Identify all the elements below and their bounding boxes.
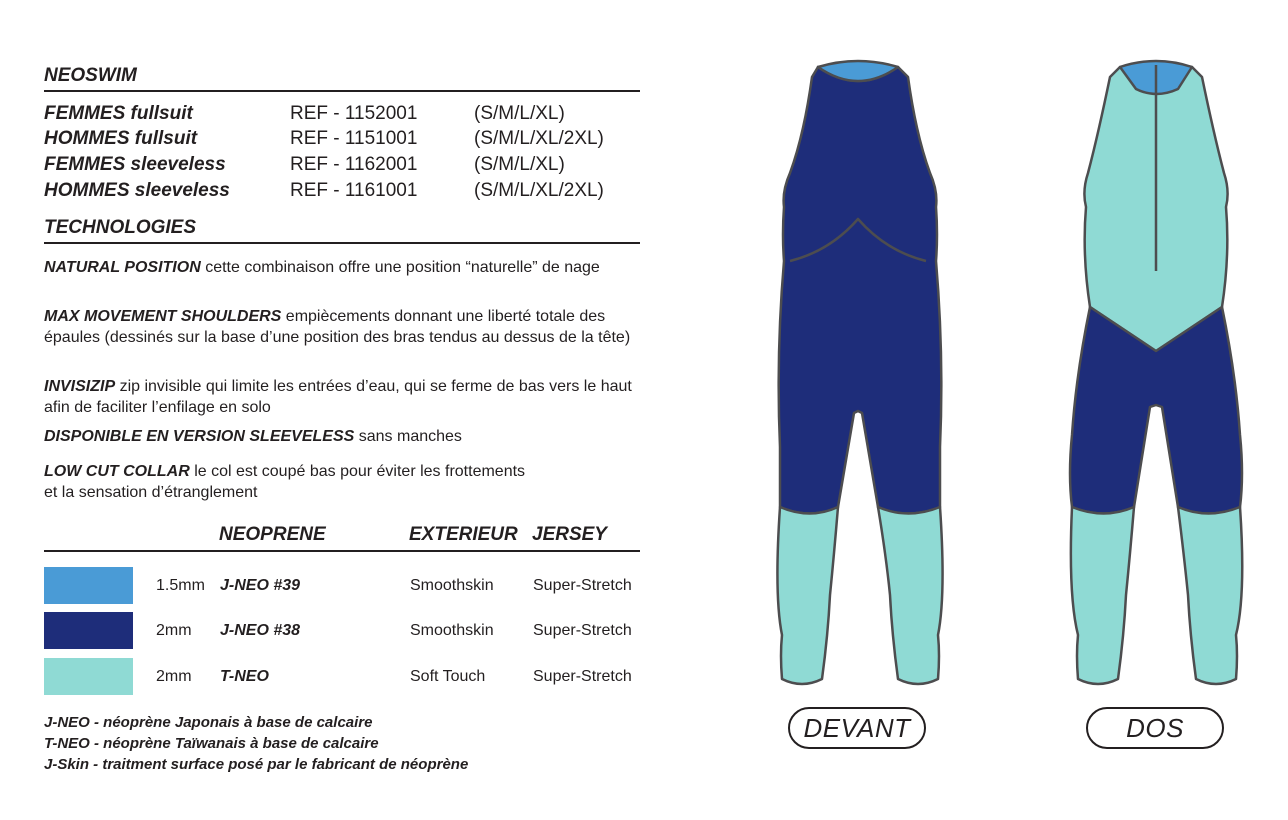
- material-name: J-NEO #38: [220, 622, 301, 639]
- product-name: HOMMES sleeveless: [44, 180, 230, 201]
- material-jersey: Super-Stretch: [533, 577, 632, 594]
- product-name: FEMMES fullsuit: [44, 103, 193, 124]
- title-divider: [44, 90, 640, 92]
- back-aqua-leg-right: [1178, 507, 1242, 684]
- front-navy-panel: [779, 67, 942, 514]
- technology-description: sans manches: [354, 428, 462, 445]
- technology-description: zip invisible qui limite les entrées d’eau, qui se ferme de bas vers le haut afin de faciliter l’enfilage en solo: [44, 378, 632, 416]
- product-line-title: NEOSWIM: [44, 65, 137, 86]
- technology-name: DISPONIBLE EN VERSION SLEEVELESS: [44, 428, 355, 445]
- material-thickness: 2mm: [156, 668, 192, 685]
- technology-description: le col est coupé bas pour éviter les frottements: [189, 463, 526, 480]
- view-label-front: DEVANT: [788, 707, 926, 749]
- product-sizes: (S/M/L/XL): [474, 154, 565, 175]
- materials-divider: [44, 550, 640, 552]
- technology-item: [44, 307, 644, 348]
- material-name: T-NEO: [220, 668, 269, 685]
- product-name: HOMMES fullsuit: [44, 128, 198, 149]
- product-ref: REF - 1151001: [290, 128, 418, 149]
- header-neoprene: NEOPRENE: [219, 524, 326, 545]
- technology-name: INVISIZIP: [44, 378, 116, 395]
- product-ref: REF - 1161001: [290, 180, 418, 201]
- product-name: FEMMES sleeveless: [44, 154, 226, 175]
- technology-description: empiècements donnant une liberté totale des épaules (dessinés sur la base d’une position des bras tendus au dessus de la tête): [44, 308, 631, 346]
- product-ref: REF - 1162001: [290, 154, 418, 175]
- material-exterior: Smoothskin: [410, 577, 494, 594]
- material-swatch: [44, 567, 133, 604]
- product-sizes: (S/M/L/XL): [474, 103, 565, 124]
- product-sizes: (S/M/L/XL/2XL): [474, 180, 604, 201]
- material-swatch: [44, 658, 133, 695]
- technology-name: NATURAL POSITION: [44, 259, 201, 276]
- technology-description: cette combinaison offre une position “naturelle” de nage: [200, 259, 600, 276]
- technology-description-continued: et la sensation d’étranglement: [44, 483, 258, 501]
- technology-item: [44, 258, 644, 279]
- header-exterieur: EXTERIEUR: [409, 524, 518, 545]
- material-jersey: Super-Stretch: [533, 622, 632, 639]
- technology-item: [44, 462, 644, 503]
- back-aqua-leg-left: [1071, 507, 1134, 684]
- front-aqua-leg-left: [777, 507, 838, 684]
- wetsuit-back-illustration: [1058, 55, 1258, 695]
- material-name: J-NEO #39: [220, 577, 301, 594]
- material-thickness: 1.5mm: [156, 577, 205, 594]
- technologies-title: TECHNOLOGIES: [44, 217, 197, 238]
- product-sizes: (S/M/L/XL/2XL): [474, 128, 604, 149]
- technologies-divider: [44, 242, 640, 244]
- product-ref: REF - 1152001: [290, 103, 418, 124]
- material-exterior: Soft Touch: [410, 668, 486, 685]
- technology-item: [44, 377, 644, 418]
- technology-item: [44, 427, 644, 448]
- technology-name: MAX MOVEMENT SHOULDERS: [44, 308, 282, 325]
- wetsuit-front-illustration: [760, 55, 960, 695]
- material-exterior: Smoothskin: [410, 622, 494, 639]
- technology-name: LOW CUT COLLAR: [44, 463, 190, 480]
- view-label-back: DOS: [1086, 707, 1224, 749]
- material-thickness: 2mm: [156, 622, 192, 639]
- front-aqua-leg-right: [878, 507, 943, 684]
- footnote: J-Skin - traitment surface posé par le fabricant de néoprène: [44, 756, 469, 773]
- footnote: T-NEO - néoprène Taïwanais à base de calcaire: [44, 735, 379, 752]
- material-swatch: [44, 612, 133, 649]
- footnote: J-NEO - néoprène Japonais à base de calcaire: [44, 714, 373, 731]
- header-jersey: JERSEY: [532, 524, 607, 545]
- material-jersey: Super-Stretch: [533, 668, 632, 685]
